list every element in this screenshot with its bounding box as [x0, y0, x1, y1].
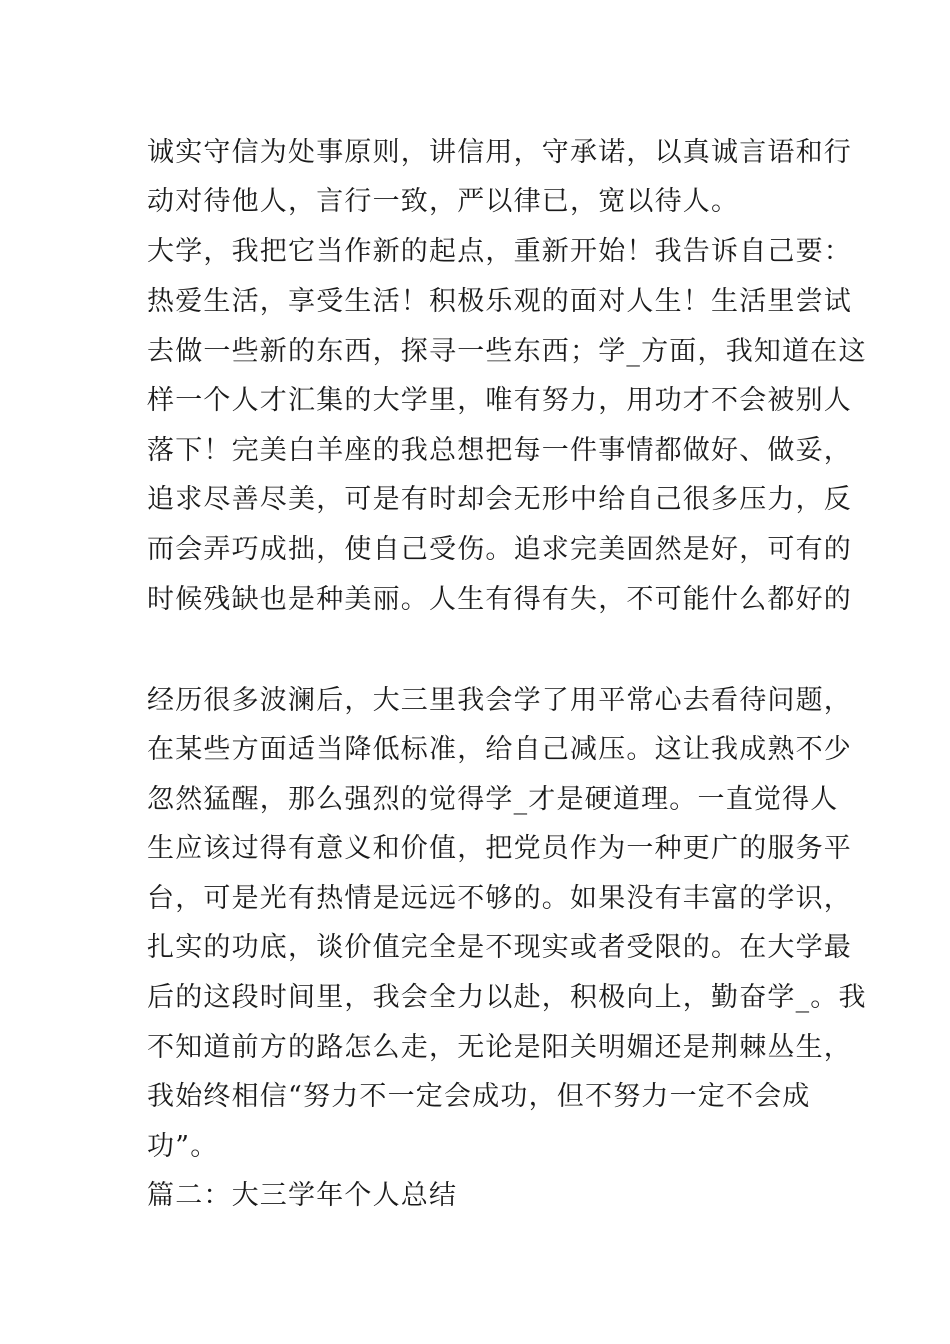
- text-line: 忽然猛醒，那么强烈的觉得学_才是硬道理。一直觉得人: [147, 784, 839, 815]
- text-line: 功”。: [147, 1131, 219, 1162]
- text-line: 大学，我把它当作新的起点，重新开始！我告诉自己要：: [147, 236, 852, 267]
- text-line: 诚实守信为处事原则，讲信用，守承诺，以真诚言语和行: [147, 137, 852, 168]
- text-line: 去做一些新的东西，探寻一些东西；学_方面，我知道在这: [147, 336, 867, 367]
- text-line: 在某些方面适当降低标准，给自己减压。这让我成熟不少: [147, 734, 852, 765]
- text-line: 而会弄巧成拙，使自己受伤。追求完美固然是好，可有的: [147, 534, 852, 565]
- text-line: 后的这段时间里，我会全力以赴，积极向上，勤奋学_。我: [147, 982, 867, 1013]
- text-line: 追求尽善尽美，可是有时却会无形中给自己很多压力，反: [147, 484, 852, 515]
- text-line: 样一个人才汇集的大学里，唯有努力，用功才不会被别人: [147, 385, 852, 416]
- text-line: 我始终相信“努力不一定会成功，但不努力一定不会成: [147, 1081, 811, 1112]
- text-line: 台，可是光有热情是远远不够的。如果没有丰富的学识，: [147, 883, 852, 914]
- text-line: 扎实的功底，谈价值完全是不现实或者受限的。在大学最: [147, 932, 852, 963]
- text-line: 不知道前方的路怎么走，无论是阳关明媚还是荆棘丛生，: [147, 1032, 852, 1063]
- text-line: 热爱生活，享受生活！积极乐观的面对人生！生活里尝试: [147, 286, 852, 317]
- text-line: 时候残缺也是种美丽。人生有得有失，不可能什么都好的: [147, 584, 852, 615]
- text-line: 落下！完美白羊座的我总想把每一件事情都做好、做妥，: [147, 435, 852, 466]
- text-line: 生应该过得有意义和价值，把党员作为一种更广的服务平: [147, 833, 852, 864]
- section-heading: 篇二：大三学年个人总结: [147, 1180, 458, 1211]
- text-line: 经历很多波澜后，大三里我会学了用平常心去看待问题，: [147, 685, 852, 716]
- text-line: 动对待他人，言行一致，严以律已，宽以待人。: [147, 186, 740, 217]
